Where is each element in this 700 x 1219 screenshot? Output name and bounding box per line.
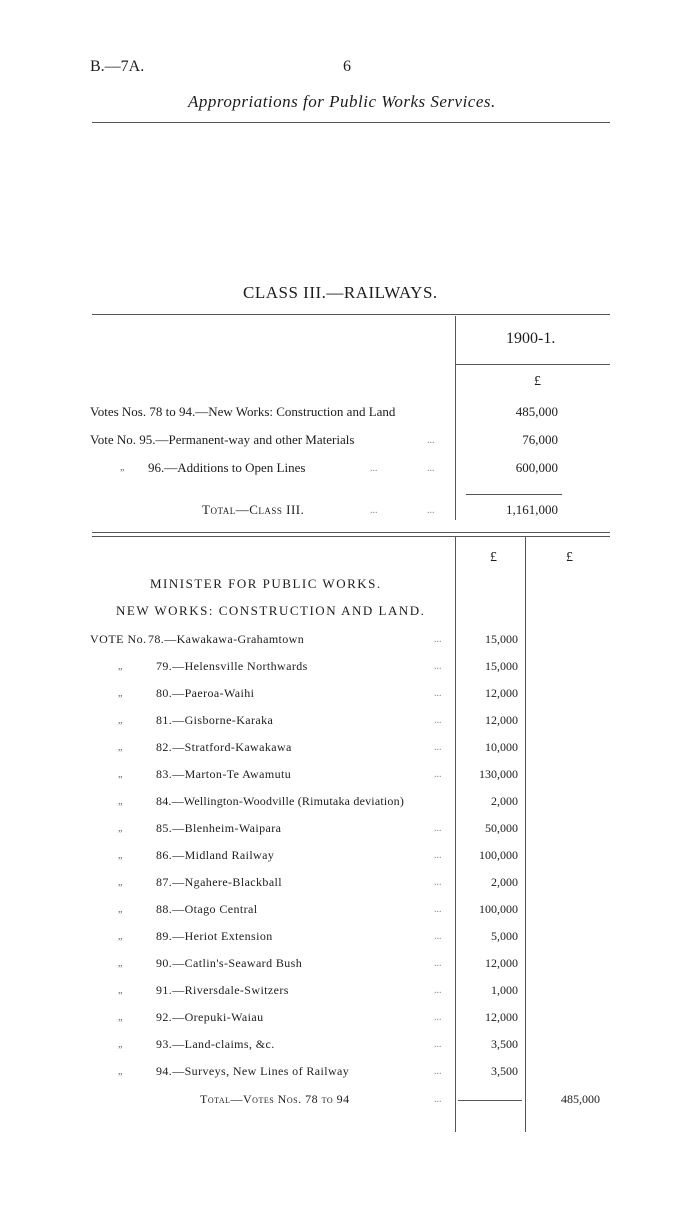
leader-dots: ... [427,463,435,474]
vote-amount: 12,000 [485,956,518,970]
leader-dots: ... [427,505,435,516]
summary-total-value: 1,161,000 [506,502,558,517]
section-heading: NEW WORKS: CONSTRUCTION AND LAND. [116,603,426,618]
detail-total-rule [458,1100,522,1101]
vote-amount: 130,000 [479,767,518,781]
leader-dots: ... [434,1012,442,1023]
vote-amount: 10,000 [485,740,518,754]
ditto-mark: „ [118,769,123,780]
summary-total-label: Total—Class III. [202,502,305,517]
leader-dots: ... [434,769,442,780]
leader-dots: ... [434,742,442,753]
vote-label: 80.—Paeroa-Waihi [156,686,255,700]
vote-label: 89.—Heriot Extension [156,929,273,943]
leader-dots: ... [434,850,442,861]
vote-label: 84.—Wellington-Woodville (Rimutaka deviation) [156,794,405,808]
section-double-rule-bottom [92,536,610,537]
detail-currency-1: £ [490,550,497,565]
ditto-mark: „ [118,823,123,834]
vote-amount: 15,000 [485,632,518,646]
ditto-mark: „ [118,715,123,726]
summary-year-label: 1900-1. [506,330,556,347]
leader-dots: ... [434,1066,442,1077]
vote-label: 87.—Ngahere-Blackball [156,875,283,889]
vote-label: 85.—Blenheim-Waipara [156,821,282,835]
leader-dots: ... [434,985,442,996]
ditto-mark: „ [118,742,123,753]
vote-amount: 100,000 [479,902,518,916]
leader-dots: ... [434,715,442,726]
leader-dots: ... [434,688,442,699]
vote-amount: 1,000 [491,983,518,997]
vote-amount: 12,000 [485,686,518,700]
vote-label: 92.—Orepuki-Waiau [156,1010,264,1024]
vote-label: 88.—Otago Central [156,902,258,916]
summary-row-label: Vote No. 95.—Permanent-way and other Materials [90,432,355,447]
vote-label: 79.—Helensville Northwards [156,659,308,673]
vote-amount: 3,500 [491,1037,518,1051]
vote-label: 94.—Surveys, New Lines of Railway [156,1064,350,1078]
vote-amount: 50,000 [485,821,518,835]
summary-total-rule [466,494,562,495]
vote-label: 86.—Midland Railway [156,848,275,862]
ditto-mark: „ [118,931,123,942]
leader-dots: ... [434,931,442,942]
detail-total-label: Total—Votes Nos. 78 to 94 [200,1092,350,1106]
summary-column-divider [455,316,456,520]
leader-dots: ... [427,435,435,446]
section-double-rule-top [92,532,610,533]
document-code: B.—7A. [90,58,145,75]
class-heading: CLASS III.—RAILWAYS. [243,283,438,302]
ditto-mark: „ [118,850,123,861]
leader-dots: ... [434,904,442,915]
header-rule [92,122,610,123]
vote-label: 81.—Gisborne-Karaka [156,713,274,727]
leader-dots: ... [370,463,378,474]
page-number: 6 [343,58,351,75]
summary-row-value: 485,000 [515,404,558,419]
ditto-mark: „ [118,1012,123,1023]
detail-total-value: 485,000 [561,1092,600,1106]
ditto-mark: „ [118,904,123,915]
vote-amount: 15,000 [485,659,518,673]
ditto-mark: „ [118,877,123,888]
ditto-mark: „ [118,688,123,699]
leader-dots: ... [434,634,442,645]
summary-row-value: 600,000 [515,460,558,475]
vote-amount: 12,000 [485,713,518,727]
summary-currency: £ [534,374,541,389]
vote-amount: 5,000 [491,929,518,943]
ditto-mark: „ [118,1039,123,1050]
leader-dots: ... [434,1039,442,1050]
leader-dots: ... [370,505,378,516]
summary-row-value: 76,000 [522,432,558,447]
page-title: Appropriations for Public Works Services. [188,92,496,111]
ditto-mark: „ [118,796,123,807]
ditto-mark: „ [118,958,123,969]
vote-amount: 2,000 [491,794,518,808]
vote-amount: 2,000 [491,875,518,889]
vote-label: 91.—Riversdale-Switzers [156,983,289,997]
leader-dots: ... [434,877,442,888]
vote-label: 78.—Kawakawa-Grahamtown [148,632,305,646]
vote-label: 83.—Marton-Te Awamutu [156,767,292,781]
summary-row-label: 96.—Additions to Open Lines [148,460,306,475]
leader-dots: ... [434,823,442,834]
class-heading-rule [92,314,610,315]
leader-dots: ... [434,1094,442,1105]
vote-amount: 3,500 [491,1064,518,1078]
ditto-mark: „ [118,1066,123,1077]
vote-label: 82.—Stratford-Kawakawa [156,740,292,754]
summary-year-rule [456,364,610,365]
vote-prefix: VOTE No. [90,632,147,646]
detail-column-divider-2 [525,537,526,1132]
vote-amount: 100,000 [479,848,518,862]
summary-row-label: Votes Nos. 78 to 94.—New Works: Construction and Land [90,404,396,419]
detail-column-divider-1 [455,537,456,1132]
ditto-mark: „ [118,661,123,672]
leader-dots: ... [434,958,442,969]
minister-heading: MINISTER FOR PUBLIC WORKS. [150,576,382,591]
vote-amount: 12,000 [485,1010,518,1024]
leader-dots: ... [434,661,442,672]
detail-currency-2: £ [566,550,573,565]
ditto-mark: „ [118,985,123,996]
ditto-mark: „ [120,462,125,473]
vote-label: 90.—Catlin's-Seaward Bush [156,956,303,970]
vote-label: 93.—Land-claims, &c. [156,1037,275,1051]
